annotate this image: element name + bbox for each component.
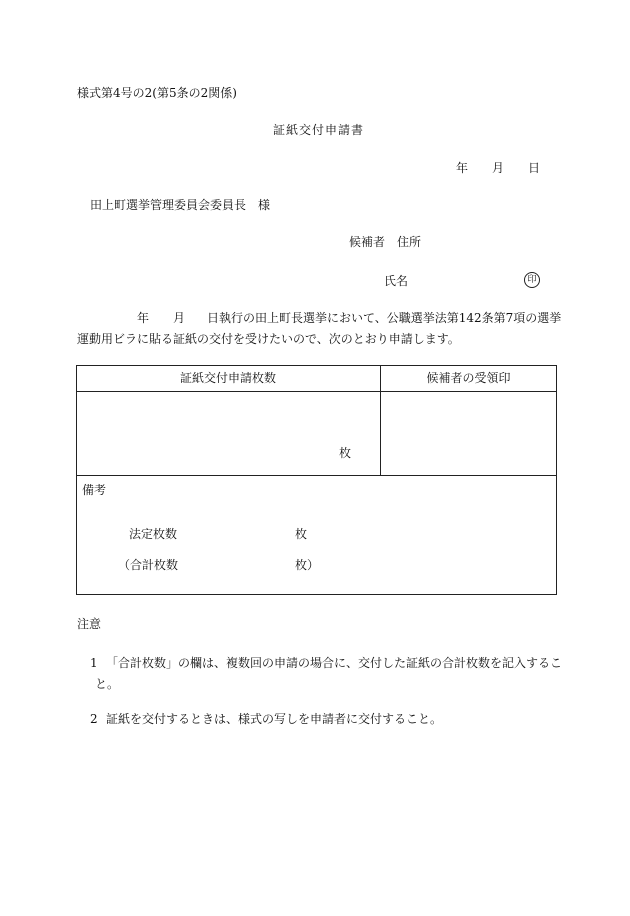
candidate-name-label: 氏名 (384, 274, 409, 288)
candidate-address-label: 候補者 住所 (349, 235, 422, 249)
count-unit: 枚 (339, 446, 352, 460)
total-count-unit: 枚） (295, 558, 320, 572)
body-line2: 運動用ビラに貼る証紙の交付を受けたいので、次のとおり申請します。 (77, 332, 460, 346)
addressee: 田上町選挙管理委員会委員長 様 (90, 198, 271, 212)
date-day-label: 日 (528, 161, 541, 175)
legal-count-label: 法定枚数 (129, 527, 178, 541)
table-remarks-divider (76, 475, 557, 476)
note-1-number: 1 (90, 656, 98, 670)
header-receipt-seal: 候補者の受領印 (426, 371, 511, 385)
legal-count-unit: 枚 (295, 527, 308, 541)
date-month-label: 月 (492, 161, 505, 175)
form-number: 様式第4号の2(第5条の2関係) (77, 86, 237, 100)
note-1-line2: と。 (95, 677, 120, 691)
total-count-label: （合計枚数 (118, 558, 179, 572)
notes-heading: 注意 (77, 617, 102, 631)
remarks-label: 備考 (82, 483, 107, 497)
note-2-number: 2 (90, 712, 98, 726)
seal-mark: 印 (524, 272, 540, 288)
body-line1: 日執行の田上町長選挙において、公職選挙法第142条第7項の選挙 (207, 311, 562, 325)
header-application-count: 証紙交付申請枚数 (179, 371, 276, 385)
date-year-label: 年 (456, 161, 469, 175)
table-header-divider (76, 391, 557, 392)
body-month: 月 (173, 311, 186, 325)
note-1-line1: 「合計枚数」の欄は、複数回の申請の場合に、交付した証紙の合計枚数を記入するこ (106, 656, 563, 670)
page-title: 証紙交付申請書 (273, 123, 365, 137)
note-2-text: 証紙を交付するときは、様式の写しを申請者に交付すること。 (106, 712, 443, 726)
body-year: 年 (137, 311, 150, 325)
